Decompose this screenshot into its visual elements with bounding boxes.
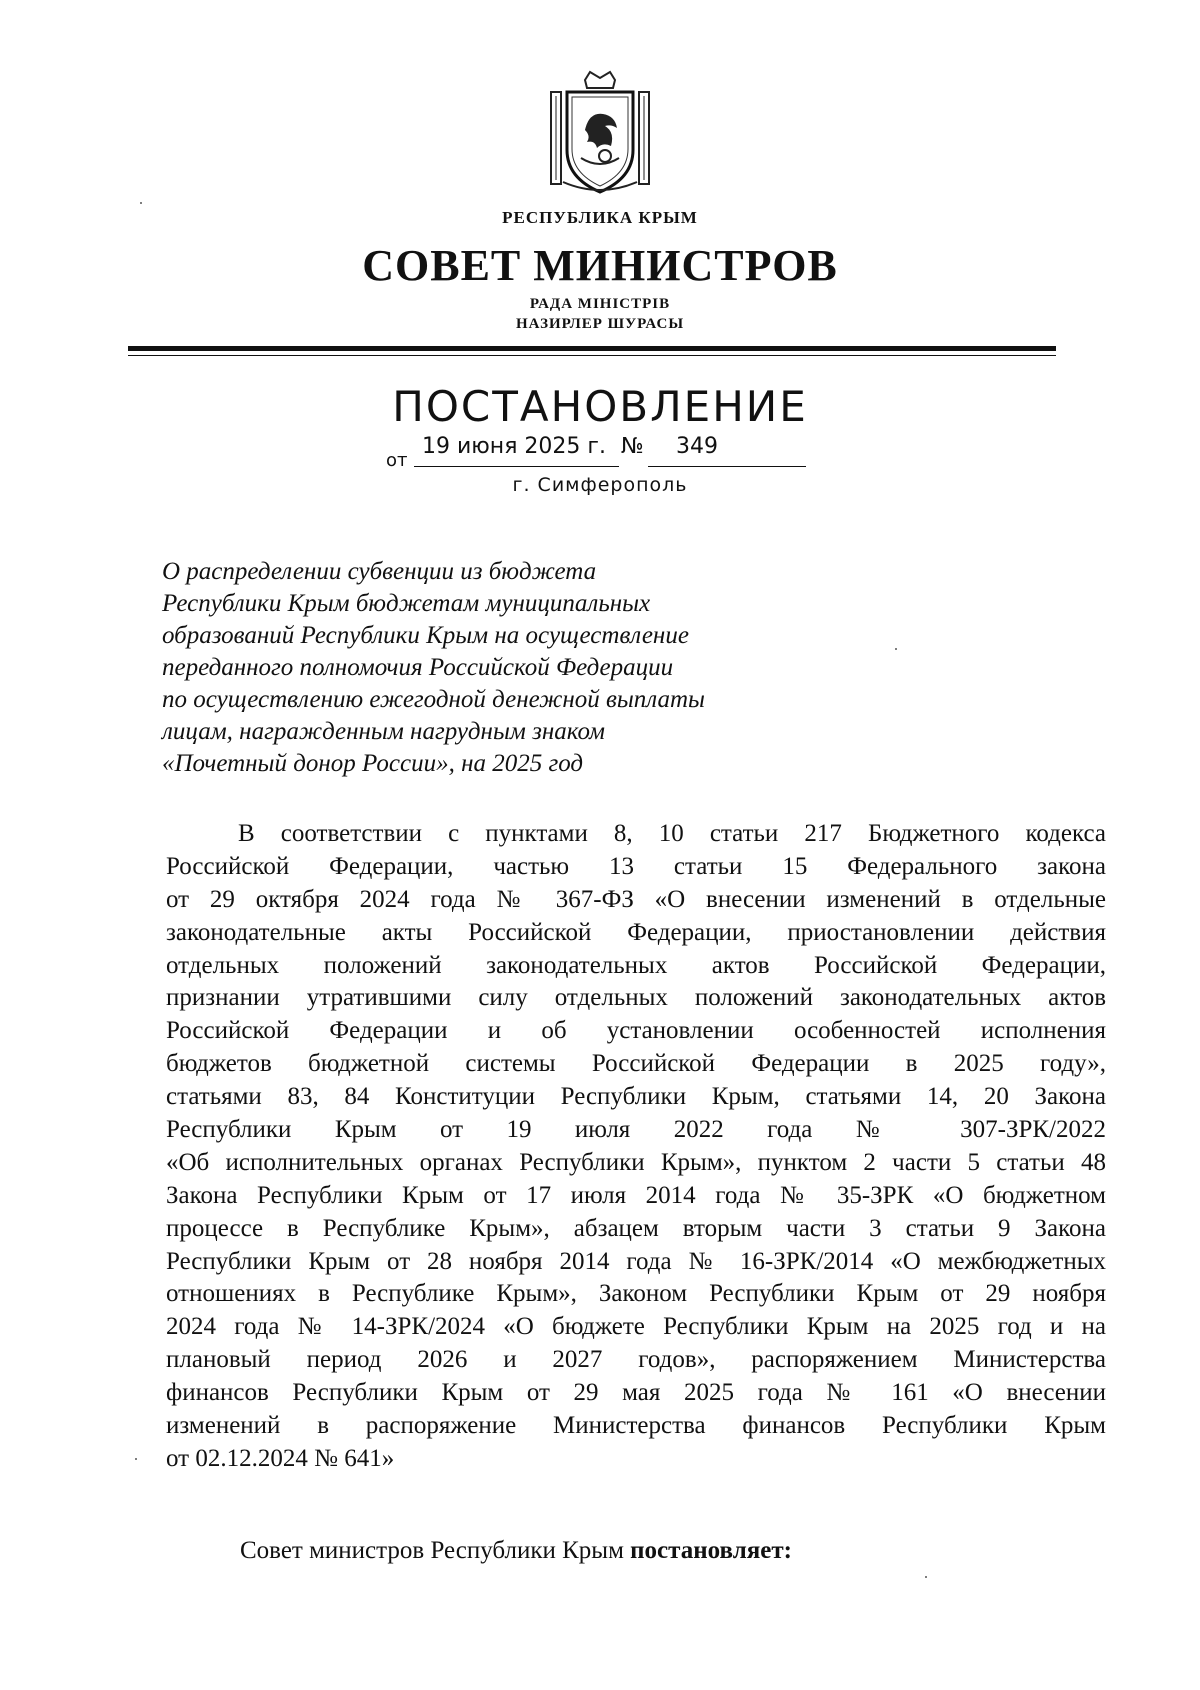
body-line: отношениях в Республике Крым», Законом Республики Крым от 29 ноября bbox=[166, 1280, 1106, 1308]
resolution-verb: постановляет: bbox=[630, 1537, 792, 1564]
title-line: Республики Крым бюджетам муниципальных bbox=[162, 590, 651, 617]
header-divider-thin bbox=[128, 355, 1056, 356]
council-name: СОВЕТ МИНИСТРОВ bbox=[362, 241, 838, 290]
title-line: О распределении субвенции из бюджета bbox=[162, 558, 597, 585]
resolution-line bbox=[240, 1537, 792, 1565]
body-line: отдельных положений законодательных актов Российской Федерации, bbox=[166, 951, 1106, 979]
body-line: Республики Крым от 28 ноября 2014 года № 16-ЗРК/2014 «О межбюджетных bbox=[166, 1247, 1106, 1275]
resolution-lead: Совет министров Республики Крым bbox=[240, 1537, 631, 1564]
document-date: 19 июня 2025 г. bbox=[422, 434, 606, 459]
body-line: В соответствии с пунктами 8, 10 статьи 217 Бюджетного кодекса bbox=[238, 820, 1106, 847]
header-divider-thick bbox=[128, 346, 1056, 351]
body-line: законодательные акты Российской Федерации, приостановлении действия bbox=[166, 918, 1106, 946]
date-number-line bbox=[386, 430, 806, 470]
body-line: 2024 года № 14-ЗРК/2024 «О бюджете Республики Крым на 2025 год и на bbox=[166, 1313, 1106, 1341]
title-line: переданного полномочия Российской Федерации bbox=[162, 654, 674, 681]
body-line: изменений в распоряжение Министерства финансов Республики Крым bbox=[166, 1412, 1106, 1440]
body-line: «Об исполнительных органах Республики Крым», пунктом 2 части 5 статьи 48 bbox=[166, 1148, 1106, 1176]
body-line: процессе в Республике Крым», абзацем вторым части 3 статьи 9 Закона bbox=[166, 1214, 1106, 1242]
title-line: по осуществлению ежегодной денежной выплаты bbox=[162, 686, 705, 713]
republic-name: РЕСПУБЛИКА КРЫМ bbox=[502, 208, 698, 227]
body-line: финансов Республики Крым от 29 мая 2025 года № 161 «О внесении bbox=[166, 1379, 1106, 1407]
document-city: г. Симферополь bbox=[512, 474, 688, 496]
body-line: Российской Федерации и об установлении особенностей исполнения bbox=[166, 1017, 1106, 1045]
council-name-ukrainian: РАДА МІНІСТРІВ bbox=[529, 296, 671, 312]
body-line: от 29 октября 2024 года № 367-ФЗ «О внесении изменений в отдельные bbox=[166, 885, 1106, 913]
council-name-crimean-tatar: НАЗИРЛЕР ШУРАСЫ bbox=[515, 316, 685, 332]
body-line: Российской Федерации, частью 13 статьи 15 Федерального закона bbox=[166, 852, 1106, 880]
scan-speck bbox=[895, 648, 897, 650]
from-label: от bbox=[386, 450, 408, 471]
body-line: Закона Республики Крым от 17 июля 2014 года № 35-ЗРК «О бюджетном bbox=[166, 1181, 1106, 1209]
body-line: признании утратившими силу отдельных положений законодательных актов bbox=[166, 984, 1106, 1012]
date-underline bbox=[414, 466, 619, 467]
number-label: № bbox=[621, 434, 644, 459]
body-line: Республики Крым от 19 июля 2022 года № 307-ЗРК/2022 bbox=[166, 1116, 1106, 1144]
coat-of-arms-icon bbox=[545, 70, 655, 198]
body-line: плановый период 2026 и 2027 годов», распоряжением Министерства bbox=[166, 1346, 1106, 1374]
body-line: от 02.12.2024 № 641» bbox=[166, 1444, 395, 1472]
document-type: ПОСТАНОВЛЕНИЕ bbox=[392, 382, 808, 431]
body-line: статьями 83, 84 Конституции Республики Крым, статьями 14, 20 Закона bbox=[166, 1083, 1106, 1111]
decree-title bbox=[162, 556, 802, 780]
scan-speck bbox=[140, 202, 142, 204]
title-line: лицам, награжденным нагрудным знаком bbox=[162, 718, 605, 745]
document-number: 349 bbox=[676, 434, 718, 459]
scan-speck bbox=[135, 1458, 137, 1460]
scan-speck bbox=[925, 1576, 927, 1578]
number-underline bbox=[648, 466, 806, 467]
preamble-paragraph bbox=[166, 818, 1106, 1476]
body-line: бюджетов бюджетной системы Российской Федерации в 2025 году», bbox=[166, 1050, 1106, 1078]
title-line: образований Республики Крым на осуществление bbox=[162, 622, 689, 649]
title-line: «Почетный донор России», на 2025 год bbox=[162, 750, 584, 777]
